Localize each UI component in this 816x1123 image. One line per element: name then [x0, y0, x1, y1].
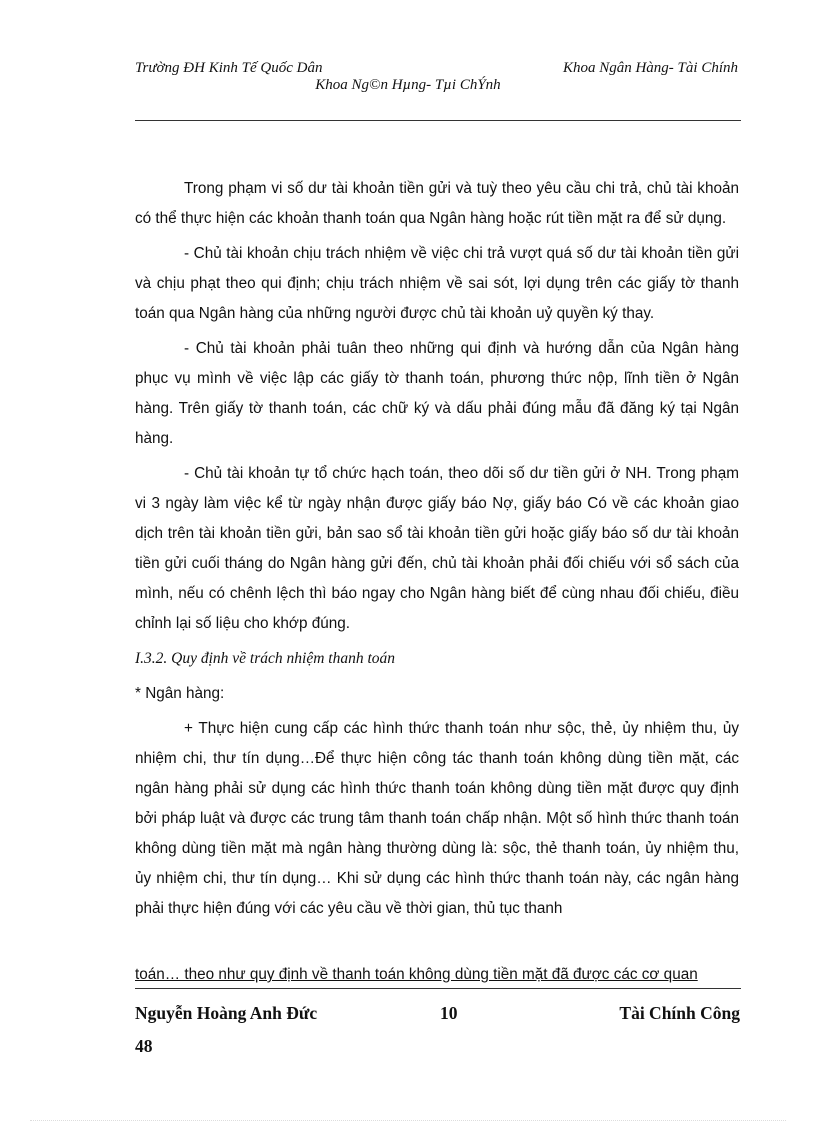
- header-rule: [135, 120, 741, 121]
- footer-class-number: 48: [135, 1036, 153, 1056]
- document-body: [135, 174, 739, 929]
- cut-off-line: toán… theo như quy định về thanh toán không dùng tiền mặt đã được các cơ quan: [135, 966, 698, 983]
- paragraph-bank: * Ngân hàng:: [135, 685, 225, 702]
- paragraph-2: - Chủ tài khoản chịu trách nhiệm về việc chi trả vượt quá số dư tài khoản tiền gửi và chịu phạt theo qui định; chịu trách nhiệm về sai sót, lợi dụng trên các giấy tờ thanh toán qua Ngân hàng của những người được chủ tài khoản uỷ quyền ký thay.: [135, 245, 739, 322]
- footer-rule: [135, 988, 741, 989]
- footer-department: Tài Chính Công: [619, 1003, 740, 1023]
- header-faculty: Khoa Ngân Hàng- Tài Chính: [562, 60, 738, 76]
- header-school: Trường ĐH Kinh Tế Quốc Dân: [135, 60, 323, 76]
- footer-author: Nguyễn Hoàng Anh Đức: [135, 1003, 318, 1023]
- page-edge-dots: [30, 1120, 786, 1121]
- paragraph-4: - Chủ tài khoản tự tổ chức hạch toán, theo dõi số dư tiền gửi ở NH. Trong phạm vi 3 ngày làm việc kể từ ngày nhận được giấy báo Nợ, giấy báo Có về các khoản giao dịch trên tài khoản tiền gửi, bản sao sổ tài khoản tiền gửi hoặc giấy báo số dư tài khoản tiền gửi cuối tháng do Ngân hàng gửi đến, chủ tài khoản phải đối chiếu với sổ sách của mình, nếu có chênh lệch thì báo ngay cho Ngân hàng biết để cùng nhau đối chiếu, điều chỉnh lại số liệu cho khớp đúng.: [135, 465, 739, 632]
- paragraph-1: Trong phạm vi số dư tài khoản tiền gửi và tuỳ theo yêu cầu chi trả, chủ tài khoản có thể thực hiện các khoản thanh toán qua Ngân hàng hoặc rút tiền mặt ra để sử dụng.: [135, 180, 739, 227]
- header-faculty-garbled: Khoa Ng©n Hµng- Tµi ChÝnh: [315, 77, 501, 93]
- page-number: 10: [440, 1003, 458, 1023]
- section-heading: I.3.2. Quy định về trách nhiệm thanh toán: [135, 650, 396, 667]
- paragraph-3: - Chủ tài khoản phải tuân theo những qui định và hướng dẫn của Ngân hàng phục vụ mình về việc lập các giấy tờ thanh toán, phương thức nộp, lĩnh tiền ở Ngân hàng. Trên giấy tờ thanh toán, các chữ ký và dấu phải đúng mẫu đã đăng ký tại Ngân hàng.: [135, 340, 739, 447]
- paragraph-6: + Thực hiện cung cấp các hình thức thanh toán như sộc, thẻ, ủy nhiệm thu, ủy nhiệm chi, thư tín dụng…Để thực hiện công tác thanh toán không dùng tiền mặt, các ngân hàng phải sử dụng các hình thức thanh toán không dùng tiền mặt được quy định bởi pháp luật và được các trung tâm thanh toán chấp nhận. Một số hình thức thanh toán không dùng tiền mặt mà ngân hàng thường dùng là: sộc, thẻ thanh toán, ủy nhiệm thu, ủy nhiệm chi, thư tín dụng… Khi sử dụng các hình thức thanh toán này, các ngân hàng phải thực hiện đúng với các yêu cầu về thời gian, thủ tục thanh: [135, 720, 739, 917]
